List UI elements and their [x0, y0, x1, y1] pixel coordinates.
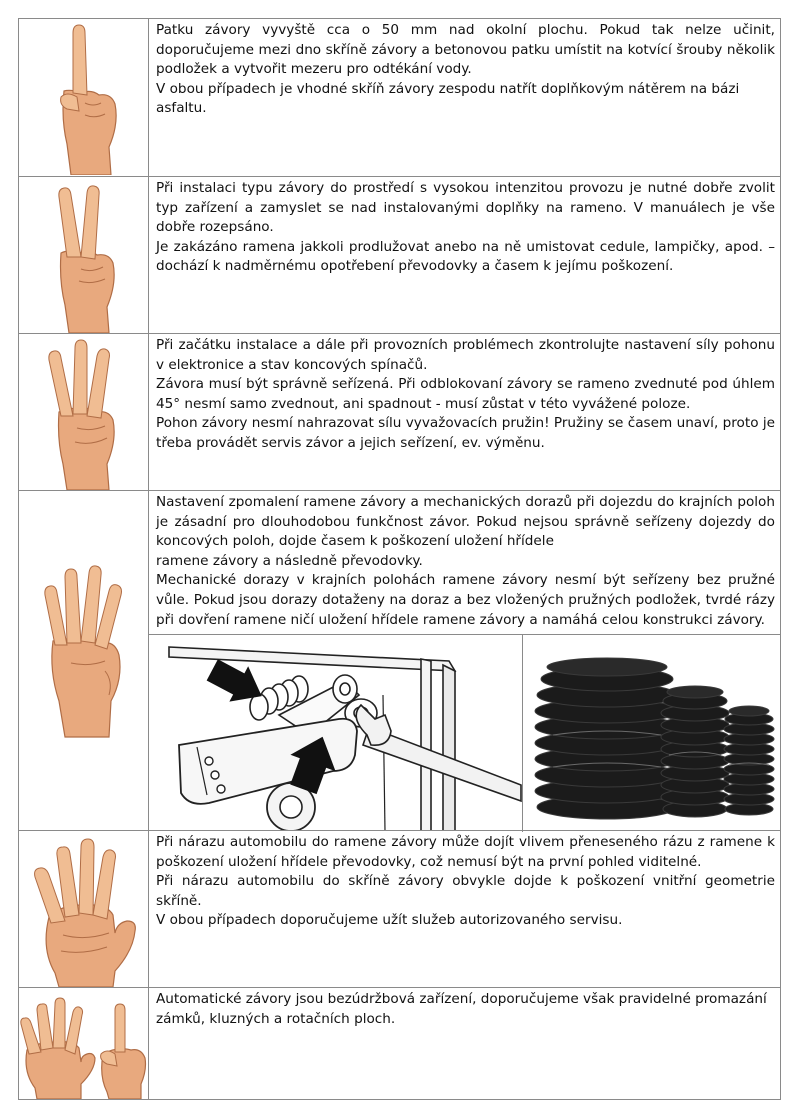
row-text: [156, 833, 775, 931]
table-row: [19, 490, 780, 830]
table-row: [19, 830, 780, 987]
rubber-buffer-springs-photo: [523, 635, 780, 831]
paragraph: V obou případech doporučujeme užít služeb autorizovaného servisu.: [156, 912, 623, 929]
row-text: [156, 336, 775, 454]
table-row: [19, 176, 780, 333]
paragraph: V obou případech je vhodné skříň závory zespodu natřít doplňkovým nátěrem na bázi asfaltu.: [156, 80, 740, 117]
mechanical-stop-adjustment-drawing: [149, 635, 522, 831]
row-text: [156, 179, 775, 277]
paragraph: Pohon závory nesmí nahrazovat sílu vyvažovacích pružin! Pružiny se časem unaví, proto je třeba provádět servis závor a jejich seřízení, ev. výměnu.: [156, 415, 775, 451]
paragraph: Nastavení zpomalení ramene závory a mechanických dorazů při dojezdu do krajních poloh je zásadní pro dlouhodobou funkčnost závor. Pokud nejsou správně seřízeny dojezdy do koncových poloh, dojde časem k poškození uložení hřídele: [156, 494, 775, 550]
open-hand-icon: [19, 831, 149, 987]
paragraph: ramene závory a následně převodovky.: [156, 552, 423, 569]
paragraph: Při instalaci typu závory do prostředí s vysokou intenzitou provozu je nutné dobře zvolit typ zařízení a zamyslet se nad instalovanými doplňky na rameno. V manuálech je vše dobře rozepsáno.: [156, 180, 775, 236]
illustration-row: [149, 634, 780, 832]
table-row: [19, 333, 780, 490]
three-fingers-hand-icon: [19, 334, 149, 490]
row-text: [156, 990, 775, 1029]
paragraph: Při nárazu automobilu do skříně závory obvykle dojde k poškození vnitřní geometrie skříně.: [156, 873, 775, 909]
paragraph: Závora musí být správně seřízená. Při odblokovaní závory se rameno zvednuté pod úhlem 45° nesmí samo zvednout, ani spadnout - musí zůstat v této vyvážené poloze.: [156, 376, 775, 412]
four-fingers-hand-icon: [19, 491, 149, 830]
table-row: [19, 19, 780, 176]
one-finger-hand-icon: [19, 19, 149, 176]
row-text: [156, 21, 775, 119]
six-fingers-hands-icon: [19, 988, 149, 1099]
two-fingers-hand-icon: [19, 177, 149, 333]
paragraph: Při nárazu automobilu do ramene závory může dojít vlivem přeneseného rázu z ramene k poškození uložení hřídele převodovky, což nemusí být na první pohled viditelné.: [156, 834, 775, 870]
paragraph: Automatické závory jsou bezúdržbová zařízení, doporučujeme však pravidelné promazání zámků, kluzných a rotačních ploch.: [156, 991, 767, 1027]
paragraph: Je zakázáno ramena jakkoli prodlužovat anebo na ně umistovat cedule, lampičky, apod. – dochází k nadměrnému opotřebení převodovky a časem k jejímu poškození.: [156, 238, 775, 275]
paragraph: Mechanické dorazy v krajních polohách ramene závory nesmí být seřízeny bez pružné vůle. Pokud jsou dorazy dotaženy na doraz a bez vložených pružných podložek, tvrdé rázy při dovření ramene ničí uložení hřídele ramene závory a namáhá celou konstrukci závory.: [156, 572, 775, 628]
paragraph: Při začátku instalace a dále při provozních problémech zkontrolujte nastavení síly pohonu v elektronice a stav koncových spínačů.: [156, 337, 775, 373]
paragraph: Patku závory vyvyště cca o 50 mm nad okolní plochu. Pokud tak nelze učinit, doporučujeme mezi dno skříně závory a betonovou patku umístit na kotvící šrouby několik podložek a vytvořit mezeru pro odtékání vody.: [156, 22, 775, 78]
guidelines-table: [18, 18, 781, 1100]
row-text: [156, 493, 775, 630]
table-row: [19, 987, 780, 1099]
